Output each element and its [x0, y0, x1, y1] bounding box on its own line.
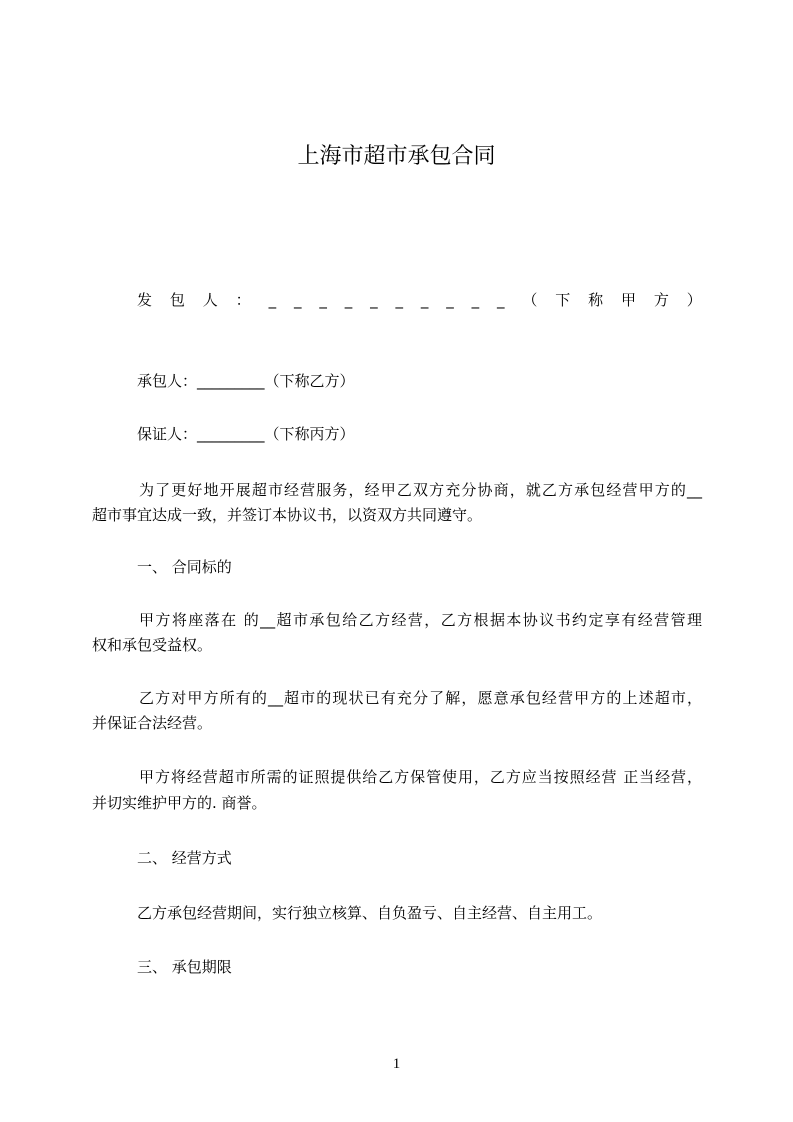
p1-line-2: 权和承包受益权。	[92, 636, 213, 654]
p2-line-2: 并保证合法经营。	[92, 714, 213, 732]
document-title: 上海市超市承包合同	[297, 144, 496, 169]
intro-line-1: 为了更好地开展超市经营服务，经甲乙双方充分协商，就乙方承包经营甲方的__	[139, 481, 702, 499]
contractor-char: _	[344, 291, 353, 309]
contractor-char: 甲	[620, 291, 636, 309]
contractor-char: 包	[169, 291, 185, 309]
contractor-char: _	[370, 291, 378, 309]
contractor-char: ：	[235, 291, 251, 309]
contractor-char: _	[293, 291, 302, 309]
contractor-char: _	[319, 291, 327, 309]
p1-line-1: 甲方将座落在 的__超市承包给乙方经营，乙方根据本协议书约定享有经营管理	[139, 611, 702, 629]
p3-line-1: 甲方将经营超市所需的证照提供给乙方保管使用，乙方应当按照经营 正当经营，	[139, 768, 702, 786]
p3-line-2: 并切实维护甲方的. 商誉。	[92, 794, 267, 812]
contractor-char: ）	[686, 291, 702, 309]
section-heading-2: 二、 经营方式	[137, 849, 232, 867]
contractor-char: 称	[588, 291, 604, 309]
contractor-char: 发	[137, 291, 153, 309]
page-number: 1	[392, 1056, 401, 1072]
guarantor-line: 保证人：_________（下称丙方）	[137, 425, 355, 443]
contractor-char: _	[496, 291, 505, 309]
contractor-line	[137, 290, 702, 310]
p2-line-1: 乙方对甲方所有的__超市的现状已有充分了解，愿意承包经营甲方的上述超市，	[139, 689, 702, 707]
contractee-line: 承包人：_________（下称乙方）	[137, 372, 355, 390]
section-heading-1: 一、 合同标的	[137, 558, 232, 576]
contractor-char: 方	[653, 291, 669, 309]
intro-line-2: 超市事宜达成一致，并签订本协议书，以资双方共同遵守。	[92, 506, 483, 524]
contractor-char: 下	[555, 291, 571, 309]
contractor-char: _	[446, 291, 454, 309]
section-heading-3: 三、 承包期限	[137, 958, 232, 976]
contractor-char: _	[268, 291, 277, 309]
contractor-char: _	[471, 291, 480, 309]
contractor-char: _	[420, 291, 429, 309]
contractor-char: （	[522, 291, 538, 309]
p4-line: 乙方承包经营期间，实行独立核算、自负盈亏、自主经营、自主用工。	[137, 904, 603, 922]
contractor-char: 人	[202, 291, 218, 309]
contractor-char: _	[395, 291, 403, 309]
